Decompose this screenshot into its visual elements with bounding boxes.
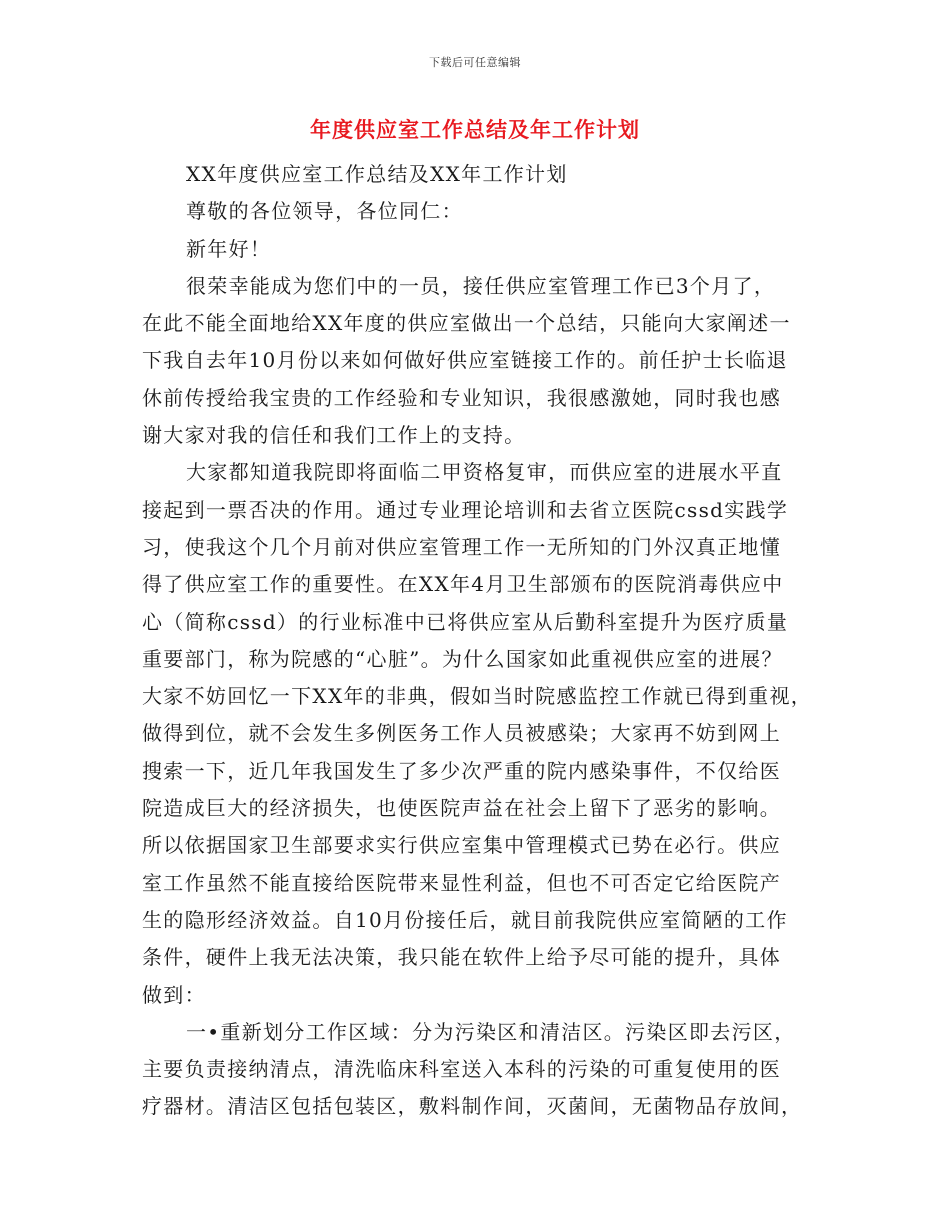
paragraph-line: 主要负责接纳清点，清洗临床科室送入本科的污染的可重复使用的医 bbox=[142, 1057, 781, 1082]
paragraph-line: 搜索一下，近几年我国发生了多少次严重的院内感染事件，不仅给医 bbox=[142, 758, 781, 783]
paragraph-line: 谢大家对我的信任和我们工作上的支持。 bbox=[142, 423, 526, 448]
paragraph-line: 一•重新划分工作区域：分为污染区和清洁区。污染区即去污区， bbox=[186, 1019, 796, 1044]
paragraph-line: 尊敬的各位领导，各位同仁： bbox=[186, 199, 463, 224]
paragraph-line: 做到： bbox=[142, 982, 206, 1007]
paragraph-line: 生的隐形经济效益。自10月份接任后，就目前我院供应室简陋的工作 bbox=[142, 907, 788, 932]
paragraph-line: 大家不妨回忆一下XX年的非典，假如当时院感监控工作就已得到重视， bbox=[142, 684, 813, 709]
paragraph-line: 很荣幸能成为您们中的一员，接任供应室管理工作已3个月了， bbox=[186, 273, 776, 298]
paragraph-line: 重要部门，称为院感的“心脏”。为什么国家如此重视供应室的进展？ bbox=[142, 646, 783, 671]
paragraph-line: 院造成巨大的经济损失，也使医院声益在社会上留下了恶劣的影响。 bbox=[142, 796, 781, 821]
paragraph-line: 做得到位，就不会发生多例医务工作人员被感染；大家再不妨到网上 bbox=[142, 721, 781, 746]
paragraph-line: 下我自去年10月份以来如何做好供应室链接工作的。前任护士长临退 bbox=[142, 348, 788, 373]
paragraph-line: 新年好！ bbox=[186, 236, 272, 261]
paragraph-line: XX年度供应室工作总结及XX年工作计划 bbox=[186, 162, 568, 186]
paragraph-line: 疗器材。清洁区包括包装区，敷料制作间，灭菌间，无菌物品存放间， bbox=[142, 1094, 803, 1119]
paragraph-line: 心（简称cssd）的行业标准中已将供应室从后勤科室提升为医疗质量 bbox=[142, 609, 789, 634]
document-title: 年度供应室工作总结及年工作计划 bbox=[310, 117, 640, 142]
page-header-note: 下载后可任意编辑 bbox=[429, 56, 521, 69]
paragraph-line: 室工作虽然不能直接给医院带来显性利益，但也不可否定它给医院产 bbox=[142, 870, 781, 895]
paragraph-line: 大家都知道我院即将面临二甲资格复审，而供应室的进展水平直 bbox=[186, 460, 783, 485]
paragraph-line: 在此不能全面地给XX年度的供应室做出一个总结，只能向大家阐述一 bbox=[142, 311, 791, 336]
paragraph-line: 习，使我这个几个月前对供应室管理工作一无所知的门外汉真正地懂 bbox=[142, 534, 781, 559]
paragraph-line: 条件，硬件上我无法决策，我只能在软件上给予尽可能的提升，具体 bbox=[142, 945, 781, 970]
paragraph-line: 休前传授给我宝贵的工作经验和专业知识，我很感激她，同时我也感 bbox=[142, 385, 781, 410]
paragraph-line: 所以依据国家卫生部要求实行供应室集中管理模式已势在必行。供应 bbox=[142, 833, 781, 858]
paragraph-line: 得了供应室工作的重要性。在XX年4月卫生部颁布的医院消毒供应中 bbox=[142, 572, 784, 597]
paragraph-line: 接起到一票否决的作用。通过专业理论培训和去省立医院cssd实践学 bbox=[142, 497, 789, 522]
document-body bbox=[142, 156, 812, 1126]
